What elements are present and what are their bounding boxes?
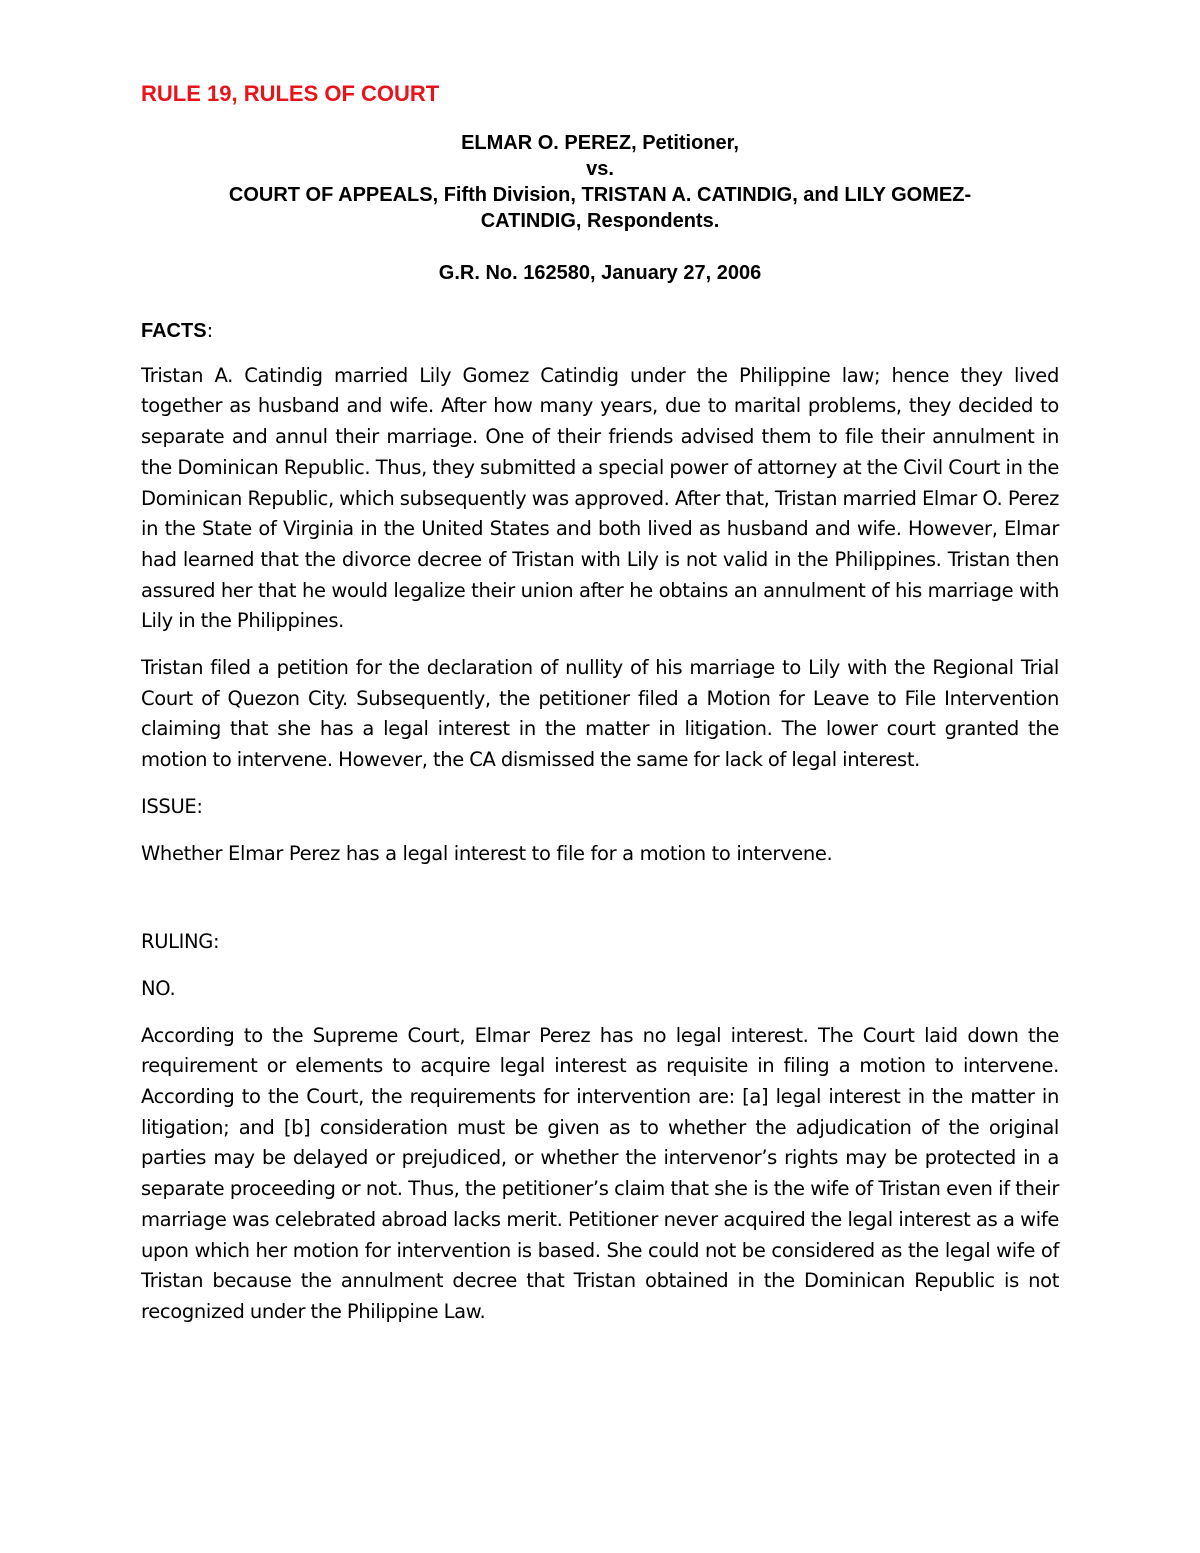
facts-paragraph-1: Tristan A. Catindig married Lily Gomez Catindig under the Philippine law; hence they lived together as husband and wife. After how many years, due to marital problems, they decided to separate and annul their marriage. One of their friends advised them to file their annulment in the Dominican Republic. Thus, they submitted a special power of attorney at the Civil Court in the Dominican Republic, which subsequently was approved. After that, Tristan married Elmar O. Perez in the State of Virginia in the United States and both lived as husband and wife. However, Elmar had learned that the divorce decree of Tristan with Lily is not valid in the Philippines. Tristan then assured her that he would legalize their union after he obtains an annulment of his marriage with Lily in the Philippines. [141, 363, 1059, 633]
spacer [141, 885, 1059, 927]
facts-colon: : [206, 319, 214, 342]
document-page [141, 80, 1059, 1344]
ruling-heading: RULING: [141, 930, 220, 954]
ruling-answer: NO. [141, 976, 176, 1000]
facts-heading [141, 316, 1059, 347]
ruling-paragraph: According to the Supreme Court, Elmar Perez has no legal interest. The Court laid down the requirement or elements to acquire legal interest as requisite in filing a motion to intervene. According to the Court, the requirements for intervention are: [a] legal interest in the matter in litigation; and [b] consideration must be given as to whether the adjudication of the original parties may be delayed or prejudiced, or whether the intervenor’s rights may be protected in a separate proceeding or not. Thus, the petitioner’s claim that she is the wife of Tristan even if their marriage was celebrated abroad lacks merit. Petitioner never acquired the legal interest as a wife upon which her motion for intervention is based. She could not be considered as the legal wife of Tristan because the annulment decree that Tristan obtained in the Dominican Republic is not recognized under the Philippine Law. [141, 1023, 1059, 1323]
versus-line: vs. [586, 158, 614, 180]
petitioner-line: ELMAR O. PEREZ, Petitioner, [461, 132, 739, 154]
rule-heading: RULE 19, RULES OF COURT [141, 81, 440, 106]
respondents-line-2: CATINDIG, Respondents. [480, 210, 720, 232]
issue-text: Whether Elmar Perez has a legal interest to file for a motion to intervene. [141, 841, 833, 865]
respondents-line-1: COURT OF APPEALS, Fifth Division, TRISTAN A. CATINDIG, and LILY GOMEZ- [228, 184, 972, 206]
case-number: G.R. No. 162580, January 27, 2006 [438, 262, 762, 284]
facts-paragraph-2: Tristan filed a petition for the declaration of nullity of his marriage to Lily with the Regional Trial Court of Quezon City. Subsequently, the petitioner filed a Motion for Leave to File Intervention claiming that she has a legal interest in the matter in litigation. The lower court granted the motion to intervene. However, the CA dismissed the same for lack of legal interest. [141, 656, 1059, 772]
case-caption [141, 130, 1059, 234]
issue-heading: ISSUE: [141, 794, 203, 818]
facts-label: FACTS [141, 320, 207, 342]
